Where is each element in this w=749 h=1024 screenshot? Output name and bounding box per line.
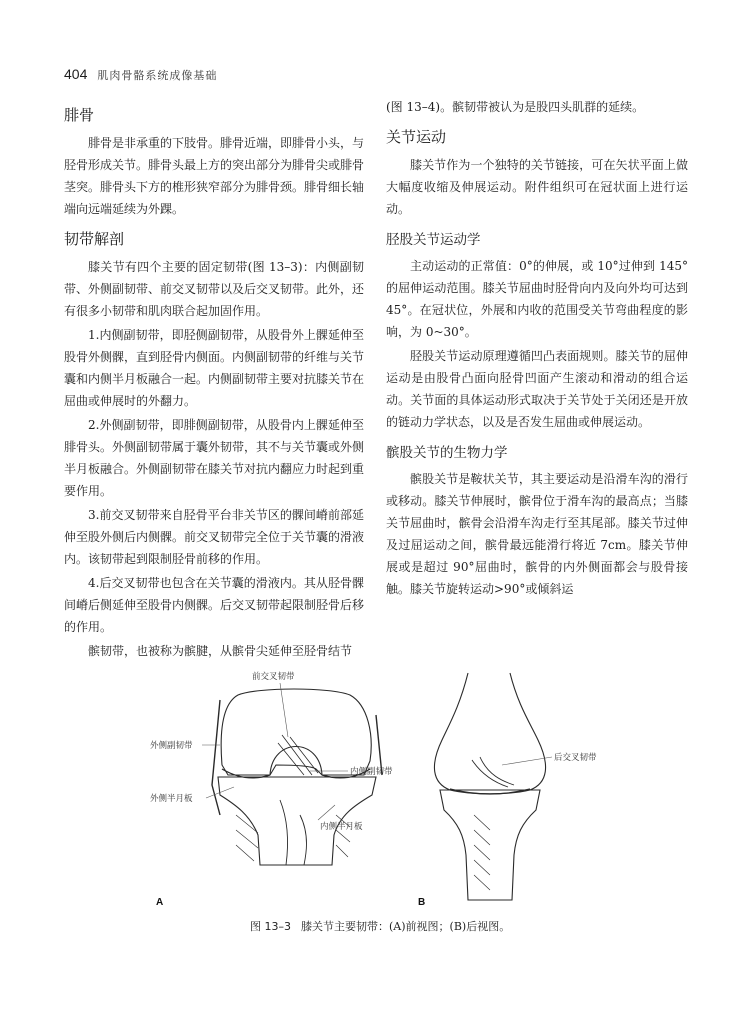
left-column <box>64 96 364 664</box>
panel-label-b: B <box>418 897 426 908</box>
figure-caption-number: 图 13–3 <box>250 920 291 933</box>
anterior-knee-drawing <box>212 689 382 865</box>
paragraph-mcl: 1.内侧副韧带，即胫侧副韧带，从股骨外上髁延伸至股骨外侧髁，直到胫骨内侧面。内侧副韧带的纤维与关节囊和内侧半月板融合一起。内侧副韧带主要对抗膝关节在屈曲或伸展时的外翻力。 <box>64 328 365 408</box>
figure-caption-text: 膝关节主要韧带：(A)前视图；(B)后视图。 <box>301 920 511 933</box>
page-number: 404 <box>64 66 88 82</box>
running-title: 肌肉骨骼系统成像基础 <box>97 69 218 82</box>
label-acl: 前交叉韧带 <box>252 672 295 682</box>
paragraph-tibiofemoral-1: 主动运动的正常值：0°的伸展，或 10°过伸到 145°的屈伸运动范围。膝关节屈曲时胫骨向内及向外均可达到 45°。在冠状位，外展和内收的范围受关节弯曲程度的影响，为 0~30°。 <box>386 259 688 339</box>
heading-patellofemoral: 髌股关节的生物力学 <box>386 445 508 461</box>
heading-ligament-anatomy: 韧带解剖 <box>64 230 125 248</box>
paragraph-patellar-end: (图 13–4)。髌韧带被认为是股四头肌群的延续。 <box>386 100 645 114</box>
label-medial-meniscus: 内侧半月板 <box>320 822 363 832</box>
label-mcl: 内侧副韧带 <box>350 767 393 777</box>
knee-illustration <box>150 665 615 910</box>
posterior-leader-line <box>502 757 552 765</box>
paragraph-patellar-start: 髌韧带，也被称为髌腱，从髌骨尖延伸至胫骨结节 <box>88 644 353 658</box>
paragraph-acl: 3.前交叉韧带来自胫骨平台非关节区的髁间嵴前部延伸至股外侧后内侧髁。前交叉韧带完全位于关节囊的滑液内。该韧带起到限制胫骨前移的作用。 <box>64 508 365 566</box>
right-column <box>386 96 688 602</box>
paragraph-fibula: 腓骨是非承重的下肢骨。腓骨近端，即腓骨小头，与胫骨形成关节。腓骨头最上方的突出部分为腓骨尖或腓骨茎突。腓骨头下方的椎形狭窄部分为腓骨颈。腓骨细长轴端向远端延续为外踝。 <box>64 136 365 216</box>
paragraph-tibiofemoral-2: 胫股关节运动原理遵循凹凸表面规则。膝关节的屈伸运动是由股骨凸面向胫骨凹面产生滚动和滑动的组合运动。关节面的具体运动形式取决于关节处于关闭还是开放的链动力学状态，以及是否发生屈曲或伸展运动。 <box>386 349 688 429</box>
heading-tibiofemoral: 胫股关节运动学 <box>386 232 481 248</box>
paragraph-ligament-intro: 膝关节有四个主要的固定韧带(图 13–3)：内侧副韧带、外侧副韧带、前交叉韧带以及后交叉韧带。此外，还有很多小韧带和肌肉联合起加固作用。 <box>64 260 365 318</box>
heading-joint-motion: 关节运动 <box>386 128 447 146</box>
page-header <box>64 66 217 83</box>
anterior-leader-lines <box>202 683 348 820</box>
figure-caption <box>250 918 510 934</box>
label-pcl: 后交叉韧带 <box>554 753 597 763</box>
posterior-knee-drawing <box>434 673 545 900</box>
paragraph-patellofemoral: 髌股关节是鞍状关节，其主要运动是沿滑车沟的滑行或移动。膝关节伸展时，髌骨位于滑车沟的最高点；当膝关节屈曲时，髌骨会沿滑车沟走行至其尾部。膝关节过伸及过屈运动之间，髌骨最远能滑行将近 7cm。膝关节伸展或是超过 90°屈曲时，髌骨的内外侧面都会与股骨接触。膝关节旋转运动>90°或倾斜运 <box>386 472 688 596</box>
paragraph-lcl: 2.外侧副韧带，即腓侧副韧带，从股骨内上髁延伸至腓骨头。外侧副韧带属于囊外韧带，其不与关节囊或外侧半月板融合。外侧副韧带在膝关节对抗内翻应力时起到重要作用。 <box>64 418 365 498</box>
paragraph-pcl: 4.后交叉韧带也包含在关节囊的滑液内。其从胫骨髁间嵴后侧延伸至股骨内侧髁。后交叉韧带起限制胫骨后移的作用。 <box>64 576 365 634</box>
label-lcl: 外侧副韧带 <box>150 741 193 751</box>
panel-label-a: A <box>156 897 164 908</box>
heading-fibula: 腓骨 <box>64 106 95 124</box>
paragraph-joint-motion: 膝关节作为一个独特的关节链接，可在矢状平面上做大幅度收缩及伸展运动。附件组织可在冠状面上进行运动。 <box>386 158 688 216</box>
knee-ligament-figure <box>150 665 615 910</box>
label-lateral-meniscus: 外侧半月板 <box>150 794 193 804</box>
